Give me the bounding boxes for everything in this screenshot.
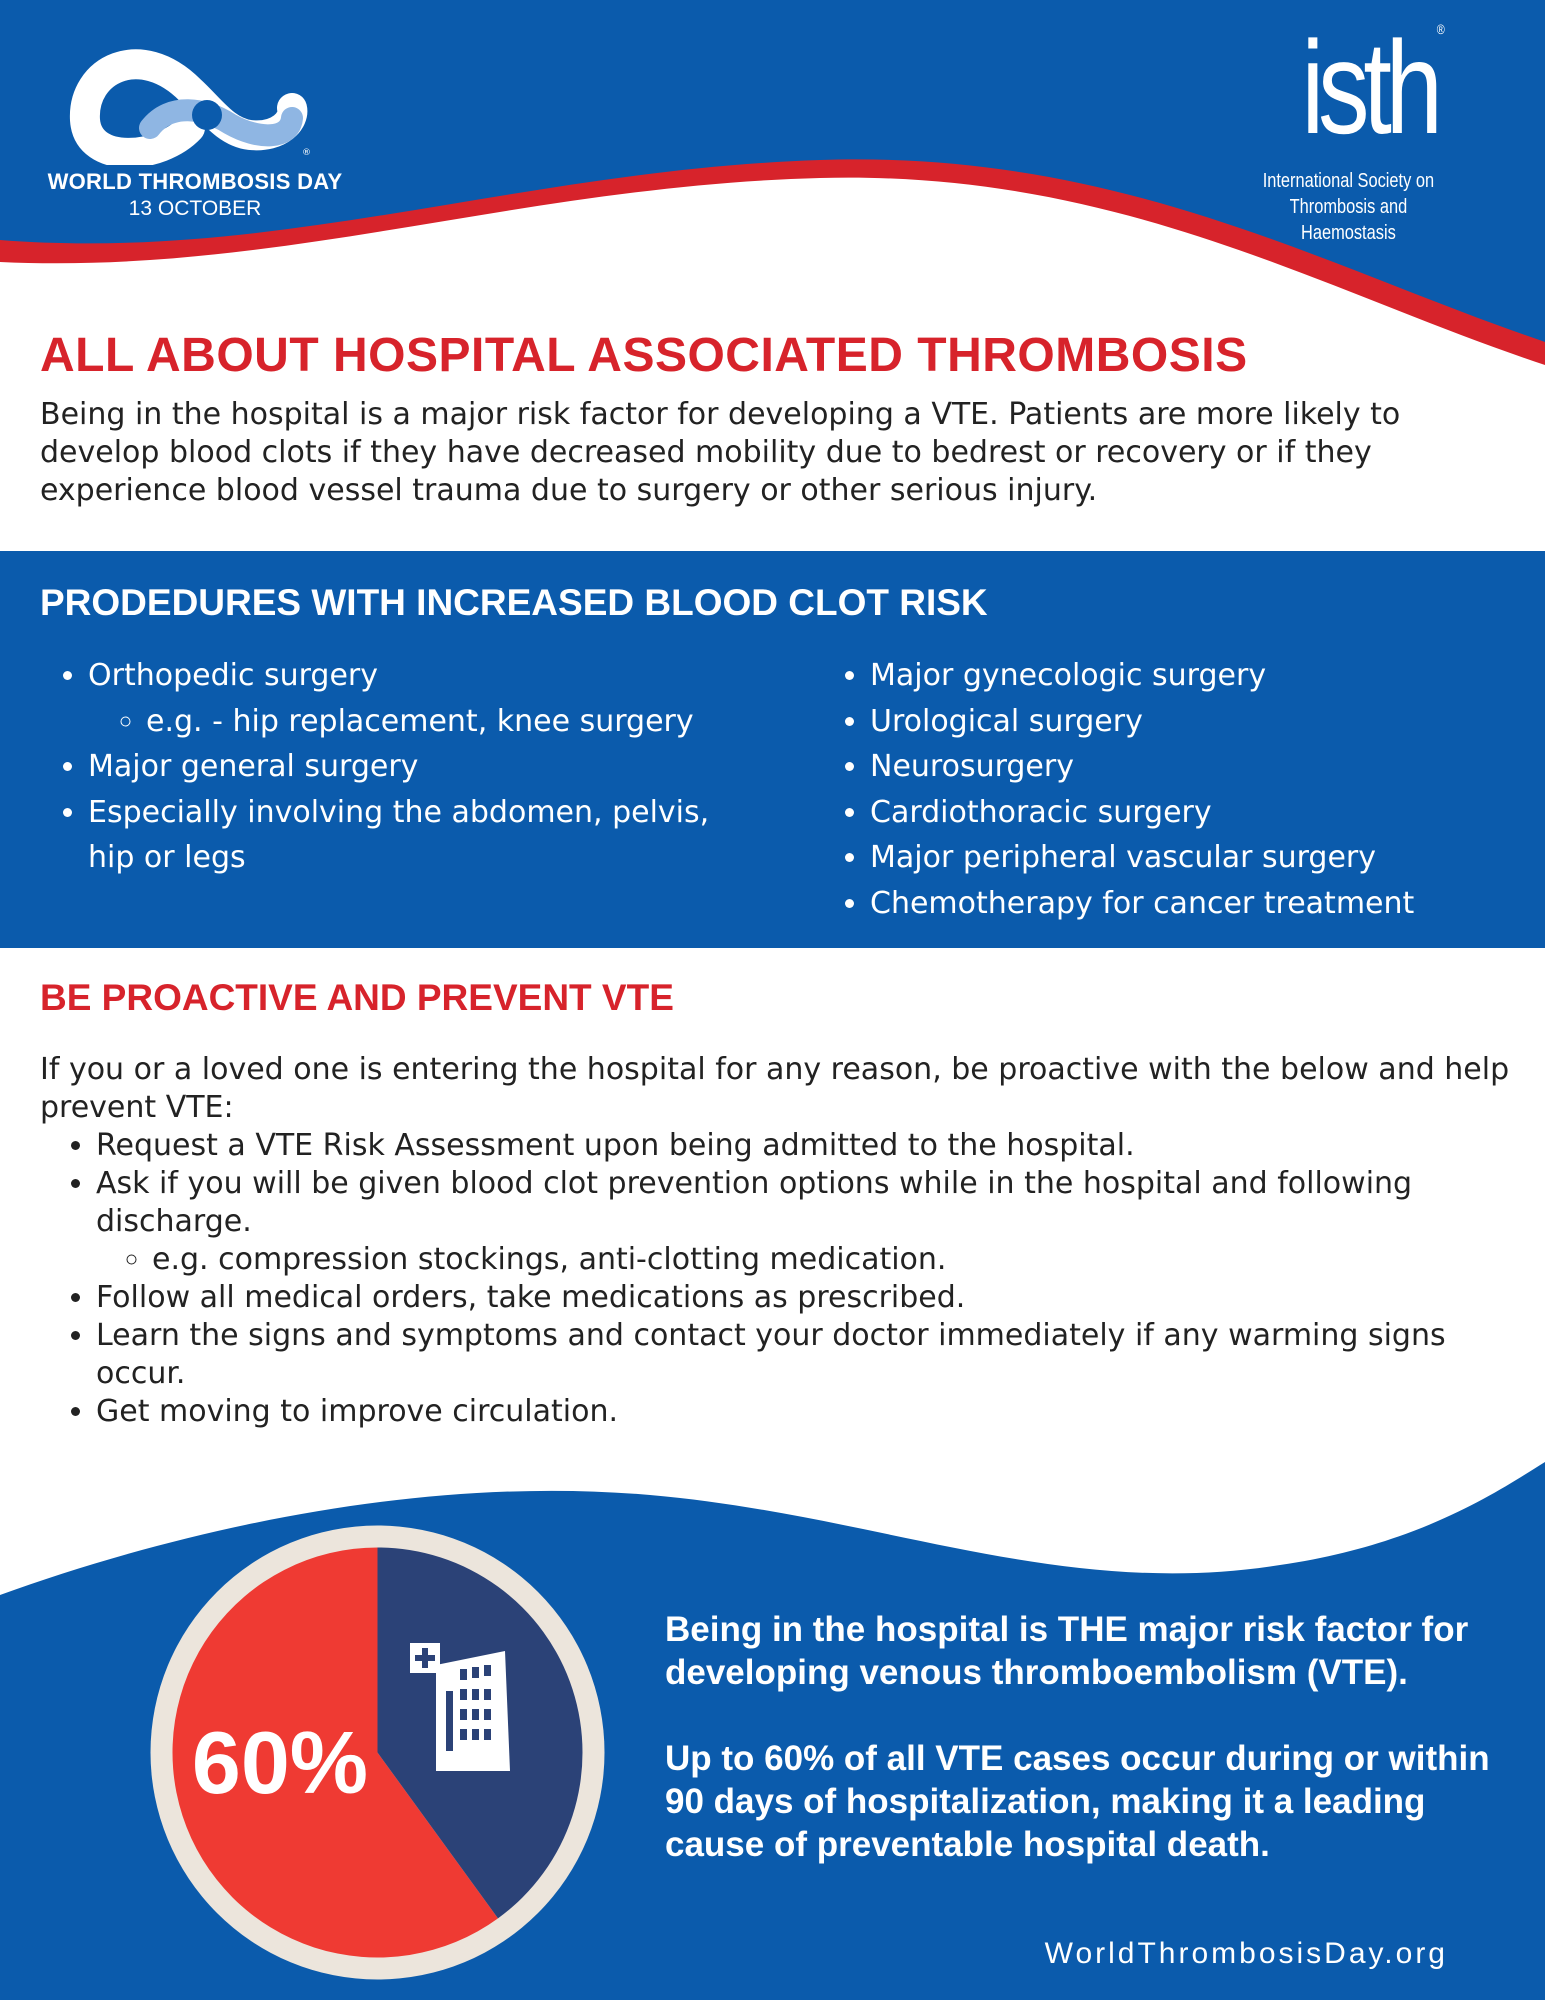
list-item: • Major gynecologic surgery xyxy=(870,653,1522,699)
isth-subtitle-line1: International Society on xyxy=(1262,170,1435,192)
list-item: • Urological surgery xyxy=(870,699,1522,745)
proactive-intro: If you or a loved one is entering the hospital for any reason, be proactive with the below and help prevent VTE: xyxy=(40,1052,1510,1125)
isth-subtitle xyxy=(1242,168,1455,246)
infinity-logo-icon xyxy=(40,40,350,165)
stat-text-2: Up to 60% of all VTE cases occur during or within 90 days of hospitalization, making it a leading cause of preventable hospital death. xyxy=(665,1739,1490,1864)
list-item: • Major peripheral vascular surgery xyxy=(870,835,1522,881)
isth-subtitle-line2: Thrombosis and Haemostasis xyxy=(1289,196,1408,244)
procedure-orthopedic: Orthopedic surgery xyxy=(88,658,379,693)
procedures-right-list xyxy=(822,653,1522,926)
list-item: • Chemotherapy for cancer treatment xyxy=(870,881,1522,927)
list-item: • Request a VTE Risk Assessment upon being admitted to the hospital. xyxy=(96,1127,1520,1165)
procedures-left-list xyxy=(40,653,760,881)
logo-title: WORLD THROMBOSIS DAY xyxy=(47,169,343,194)
stat-text-block xyxy=(665,1608,1495,1866)
list-item: • Follow all medical orders, take medications as prescribed. xyxy=(96,1279,1520,1317)
list-item: ◦ e.g. - hip replacement, knee surgery xyxy=(146,699,760,745)
stat-text-1: Being in the hospital is THE major risk factor for developing venous thromboembolism (VTE). xyxy=(665,1610,1469,1692)
isth-logo: isth® xyxy=(1301,14,1445,161)
intro-paragraph: Being in the hospital is a major risk factor for developing a VTE. Patients are more likely to develop blood clots if they have decreased mobility due to bedrest or recovery or if they experience blood vessel trauma due to surgery or other serious injury. xyxy=(40,397,1401,508)
list-item: • Especially involving the abdomen, pelvis, hip or legs xyxy=(88,790,760,881)
proactive-tips-list xyxy=(40,1127,1520,1431)
proactive-title: BE PROACTIVE AND PREVENT VTE xyxy=(40,977,674,1018)
tip-text: Ask if you will be given blood clot prevention options while in the hospital and following discharge. xyxy=(96,1166,1413,1239)
list-item xyxy=(96,1165,1520,1279)
list-item: • Cardiothoracic surgery xyxy=(870,790,1522,836)
world-thrombosis-day-logo xyxy=(40,40,350,221)
list-item: • Major general surgery xyxy=(88,744,760,790)
list-item: • Neurosurgery xyxy=(870,744,1522,790)
procedures-title: PRODEDURES WITH INCREASED BLOOD CLOT RISK xyxy=(40,582,988,623)
logo-date: 13 OCTOBER xyxy=(128,197,262,220)
list-item: • Learn the signs and symptoms and contact your doctor immediately if any warming signs occur. xyxy=(96,1317,1520,1393)
pie-graphic xyxy=(150,1525,605,1980)
page-title: ALL ABOUT HOSPITAL ASSOCIATED THROMBOSIS xyxy=(40,329,1248,382)
list-item: • Get moving to improve circulation. xyxy=(96,1393,1520,1431)
list-item: ◦ e.g. compression stockings, anti-clotting medication. xyxy=(152,1241,1520,1279)
list-item xyxy=(88,653,760,744)
footer-url: WorldThrombosisDay.org xyxy=(1044,1937,1448,1970)
pie-percent-label: 60% xyxy=(191,1713,369,1812)
svg-text:®: ® xyxy=(302,148,311,158)
isth-wordmark: isth xyxy=(1301,14,1437,161)
